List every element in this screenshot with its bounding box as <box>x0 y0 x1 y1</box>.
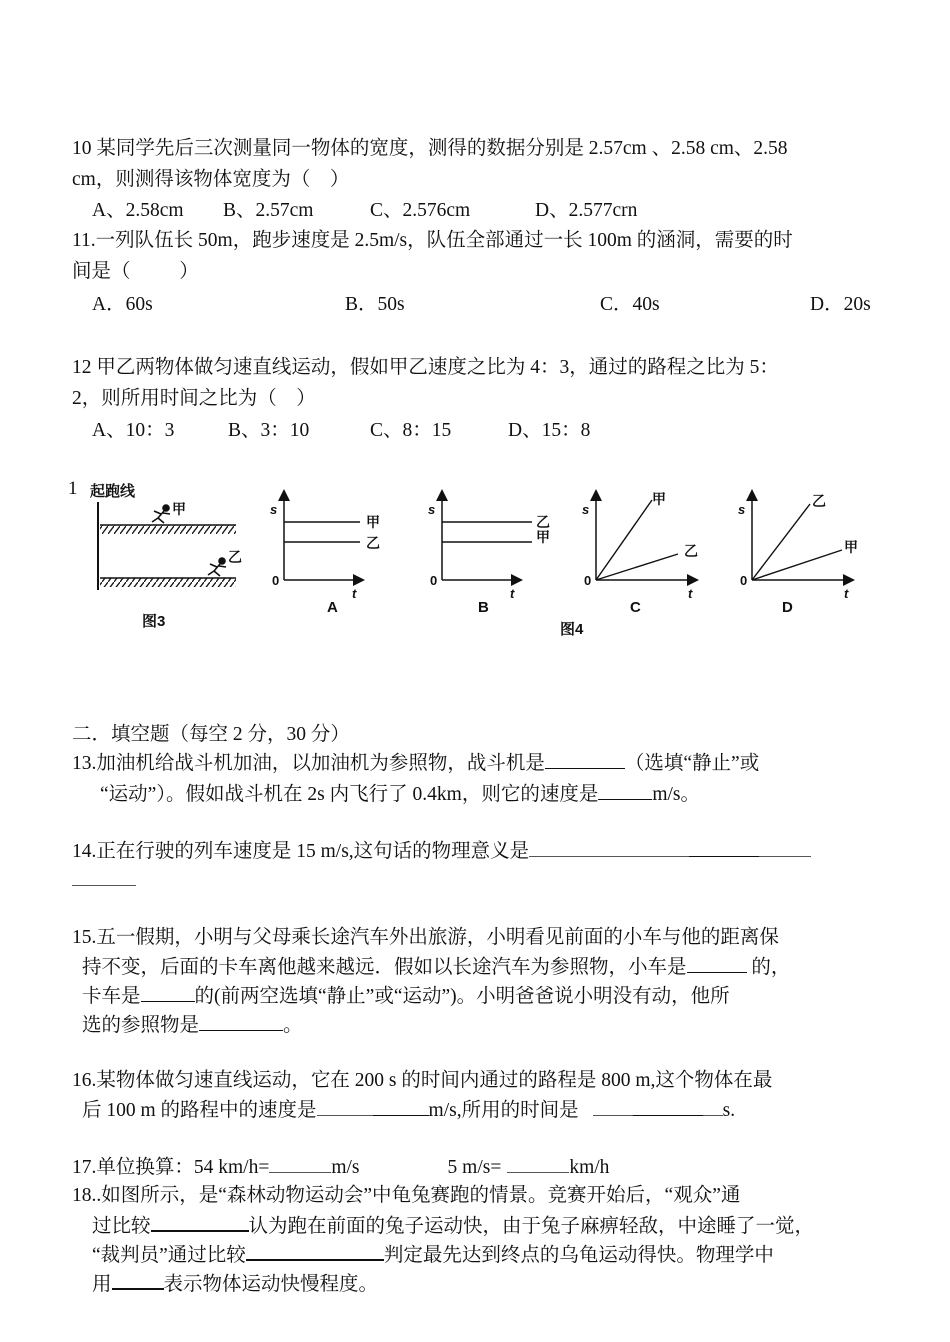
figure-3-caption: 图3 <box>142 613 166 630</box>
runner-yi-label: 乙 <box>228 549 242 565</box>
q15-line4-end: 。 <box>283 1015 303 1036</box>
q10-option-a: A、2.58cm <box>92 200 184 221</box>
graph-a-label: A <box>327 599 338 616</box>
q16-blank-2a[interactable] <box>593 1097 633 1116</box>
graph-a-series-2: 乙 <box>366 535 380 551</box>
q16-line2 <box>82 1097 735 1124</box>
q12-option-d: D、15：8 <box>508 420 591 441</box>
q11-option-a: A．60s <box>92 294 153 315</box>
q13-line2 <box>100 781 700 808</box>
q16-blank-2b[interactable] <box>633 1097 703 1116</box>
q18-line2 <box>92 1212 814 1240</box>
start-line-label: 起跑线 <box>90 483 136 500</box>
q18-line4 <box>92 1270 378 1298</box>
q18-line4-text-b: 表示物体运动快慢程度。 <box>163 1274 379 1295</box>
graph-b-series-2: 甲 <box>536 529 550 545</box>
graph-b-axis-s: s <box>428 502 436 517</box>
graph-b-origin: 0 <box>430 573 438 588</box>
figure-3-track <box>90 482 242 630</box>
q13-line1 <box>72 750 759 777</box>
q14-text: 14.正在行驶的列车速度是 15 m/s,这句话的物理意义是 <box>72 841 530 862</box>
graph-a-origin: 0 <box>272 573 280 588</box>
graph-c <box>582 491 698 616</box>
q12-line1: 12 甲乙两物体做匀速直线运动，假如甲乙速度之比为 4：3，通过的路程之比为 5： <box>72 357 779 378</box>
q11-option-d: D．20s <box>810 294 871 315</box>
q11-option-b: B．50s <box>345 294 405 315</box>
q17-line <box>72 1154 609 1181</box>
q17-text-c: 5 m/s= <box>447 1157 502 1178</box>
q14-blank-continuation[interactable] <box>72 885 136 886</box>
graph-a-axis-t: t <box>352 586 357 601</box>
q18-blank-1[interactable] <box>151 1212 249 1232</box>
q12-option-a: A、10：3 <box>92 420 175 441</box>
graph-d-series-2: 甲 <box>844 539 858 555</box>
q18-line3-text: “裁判员”通过比较 <box>92 1245 246 1266</box>
q11-line2: 间是（ ） <box>72 261 199 282</box>
graph-c-label: C <box>630 599 641 616</box>
q15-line3-text: 卡车是 <box>82 986 141 1007</box>
q18-line4-text: 用 <box>92 1274 112 1295</box>
q18-line3-text-b: 判定最先达到终点的乌龟运动得快。物理学中 <box>383 1245 774 1266</box>
graph-b-axis-t: t <box>510 586 515 601</box>
graph-c-axis-t: t <box>688 586 693 601</box>
runner-jia-label: 甲 <box>172 501 186 517</box>
graph-b-label: B <box>478 599 489 616</box>
q18-blank-2[interactable] <box>246 1241 384 1261</box>
graph-d-series-1: 乙 <box>812 493 826 509</box>
q13-blank-2[interactable] <box>598 781 652 800</box>
q13-line1-text: 13.加油机给战斗机加油，以加油机为参照物，战斗机是 <box>72 753 545 774</box>
q16-line1: 16.某物体做匀速直线运动，它在 200 s 的时间内通过的路程是 800 m,这个物体在最 <box>72 1070 773 1091</box>
section-2-heading: 二．填空题（每空 2 分，30 分） <box>72 724 350 745</box>
q15-line2 <box>82 954 790 981</box>
graph-c-series-2: 乙 <box>684 543 698 559</box>
q18-line1: 18..如图所示，是“森林动物运动会”中龟兔赛跑的情景。竞赛开始后，“观众”通 <box>72 1185 741 1206</box>
q16-line2-unit: m/s,所用的时间是 <box>428 1100 579 1121</box>
q15-line2-end: 的， <box>746 957 791 978</box>
q15-line1: 15.五一假期，小明与父母乘长途汽车外出旅游，小明看见前面的小车与他的距离保 <box>72 927 779 948</box>
q15-line4 <box>82 1012 303 1039</box>
q13-line2-text: “运动”）。假如战斗机在 2s 内飞行了 0.4km，则它的速度是 <box>100 784 599 805</box>
graph-a-series-1: 甲 <box>366 514 380 530</box>
q15-blank-1[interactable] <box>687 954 747 973</box>
q13-line2-unit: m/s。 <box>652 784 701 805</box>
q-number-fragment: 1 <box>68 478 78 499</box>
q16-line2-text: 后 100 m 的路程中的速度是 <box>82 1100 317 1121</box>
q15-line3 <box>82 983 730 1010</box>
graph-d <box>738 492 858 616</box>
q15-blank-2[interactable] <box>141 983 195 1002</box>
q14-line1 <box>72 838 811 865</box>
q14-blank-1[interactable] <box>529 838 689 857</box>
q17-blank-2[interactable] <box>507 1154 569 1173</box>
q15-line3-text-b: 的(前两空选填“静止”或“运动”)。小明爸爸说小明没有动，他所 <box>194 986 730 1007</box>
graph-c-axis-s: s <box>582 502 590 517</box>
q17-text-a: 17.单位换算：54 km/h= <box>72 1157 270 1178</box>
runner-yi-icon <box>208 558 226 576</box>
graph-d-origin: 0 <box>740 573 748 588</box>
graph-b <box>428 492 550 616</box>
q13-line1-text-b: （选填“静止”或 <box>624 753 760 774</box>
graph-a <box>270 492 380 616</box>
q14-blank-2[interactable] <box>689 838 759 857</box>
graph-d-axis-t: t <box>844 586 849 601</box>
q16-blank-1a[interactable] <box>317 1097 373 1116</box>
q17-text-d: km/h <box>569 1157 610 1178</box>
q15-blank-3[interactable] <box>199 1012 283 1031</box>
q10-option-b: B、2.57cm <box>223 200 314 221</box>
q16-blank-1b[interactable] <box>373 1097 429 1116</box>
q10-option-c: C、2.576cm <box>370 200 471 221</box>
graph-c-series-1: 甲 <box>652 491 666 507</box>
q10-line1: 10 某同学先后三次测量同一物体的宽度，测得的数据分别是 2.57cm 、2.58 cm、2.58 <box>72 138 788 159</box>
q15-line2-text: 持不变，后面的卡车离他越来越远．假如以长途汽车为参照物，小车是 <box>82 957 687 978</box>
runner-jia-icon <box>152 505 170 523</box>
q11-line1: 11.一列队伍长 50m，跑步速度是 2.5m/s，队伍全部通过一长 100m 的涵洞，需要的时 <box>72 230 793 251</box>
q14-blank-3[interactable] <box>759 838 811 857</box>
q18-line2-text: 过比较 <box>92 1216 151 1237</box>
q12-line2: 2，则所用时间之比为（ ） <box>72 388 316 409</box>
graph-d-axis-s: s <box>738 502 746 517</box>
q17-text-b: m/s <box>331 1157 360 1178</box>
q13-blank-1[interactable] <box>545 750 625 769</box>
q18-line3 <box>92 1241 774 1269</box>
q11-option-c: C．40s <box>600 294 660 315</box>
q16-blank-2c[interactable] <box>703 1097 723 1116</box>
q10-line2: cm，则测得该物体宽度为（ ） <box>72 169 350 190</box>
q18-blank-3[interactable] <box>112 1270 164 1290</box>
q12-option-c: C、8：15 <box>370 420 452 441</box>
q18-line2-text-b: 认为跑在前面的兔子运动快，由于兔子麻痹轻敌，中途睡了一觉， <box>248 1216 815 1237</box>
graph-a-axis-s: s <box>270 502 278 517</box>
q10-option-d: D、2.577crn <box>535 200 638 221</box>
graph-b-series-1: 乙 <box>536 514 550 530</box>
motion-figures <box>60 470 880 650</box>
graph-d-label: D <box>782 599 793 616</box>
q17-blank-1[interactable] <box>269 1154 331 1173</box>
q16-line2-end: s. <box>722 1100 736 1121</box>
figure-4-caption: 图4 <box>560 621 584 638</box>
q15-line4-text: 选的参照物是 <box>82 1015 200 1036</box>
graph-c-origin: 0 <box>584 573 592 588</box>
q12-option-b: B、3：10 <box>228 420 310 441</box>
